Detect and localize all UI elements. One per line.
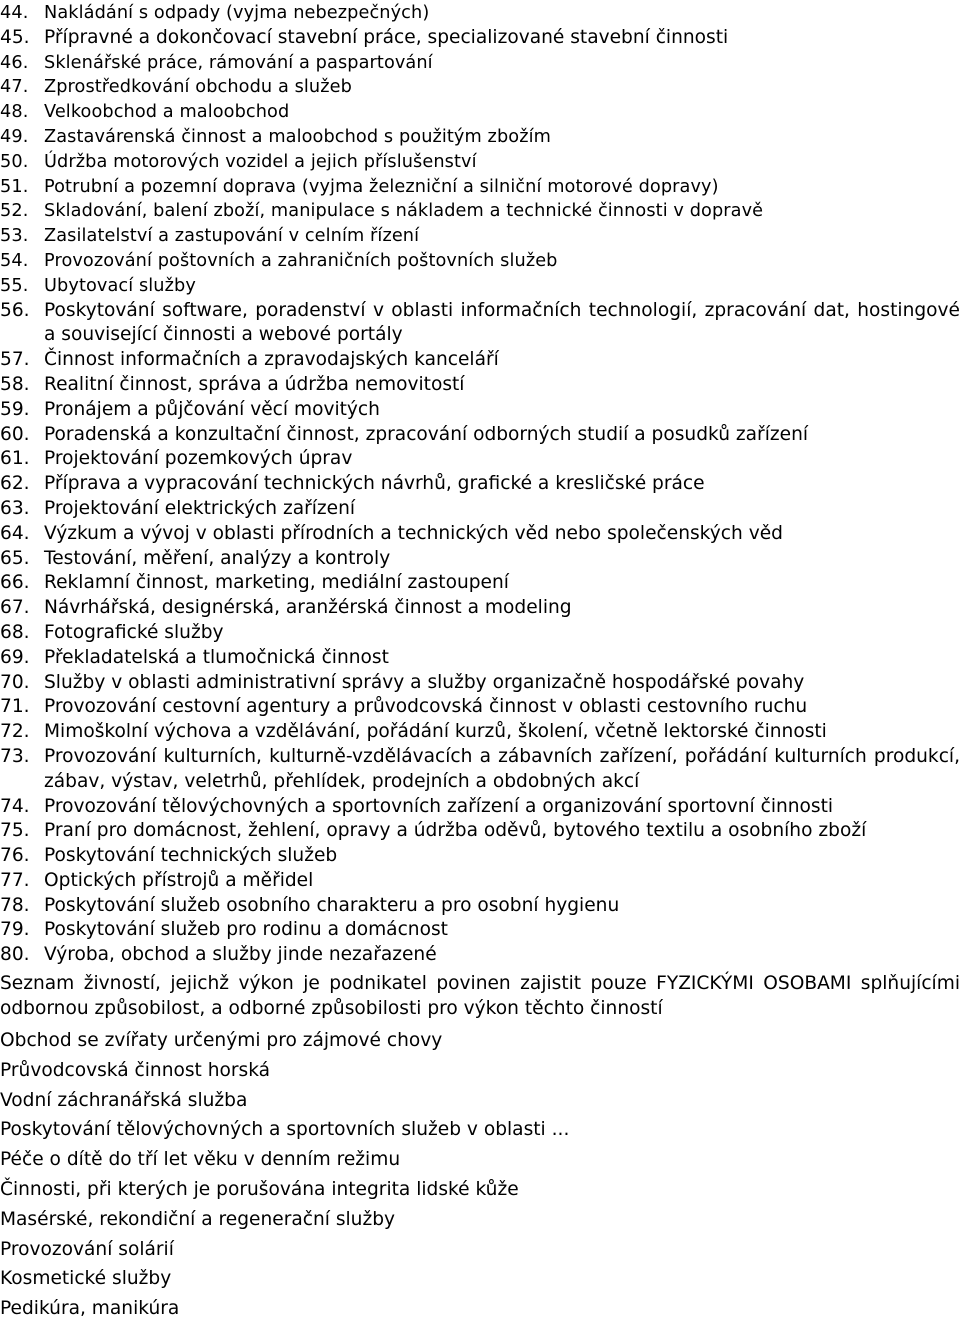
list-item-number: 57. (0, 349, 30, 371)
list-item-number: 67. (0, 597, 30, 619)
list-item-text: Testování, měření, analýzy a kontroly (44, 547, 391, 569)
list-item-text: Příprava a vypracování technických návrhů, grafické a kresličské práce (44, 473, 705, 495)
trade-item: Obchod se zvířaty určenými pro zájmové chovy (0, 1030, 443, 1051)
list-item (0, 274, 960, 299)
list-item-number: 45. (0, 26, 30, 48)
list-item-text: Zprostředkování obchodu a služeb (44, 77, 352, 98)
list-item-number: 49. (0, 126, 29, 147)
list-item-text: Výzkum a vývoj v oblasti přírodních a technických věd nebo společenských věd (44, 522, 783, 544)
list-item-number: 60. (0, 423, 30, 445)
list-item (0, 571, 960, 596)
list-item (0, 75, 960, 100)
list-item-number: 59. (0, 398, 30, 420)
list-item-number: 80. (0, 944, 30, 966)
list-item (0, 596, 960, 621)
list-item-number: 78. (0, 894, 30, 916)
list-item (0, 1, 960, 26)
list-item-number: 71. (0, 696, 30, 718)
list-item-number: 47. (0, 77, 29, 98)
list-item (0, 894, 960, 919)
trade-numbered-list (0, 1, 960, 968)
list-item (0, 447, 960, 472)
list-item (0, 51, 960, 76)
list-item-text: Nakládání s odpady (vyjma nebezpečných) (44, 3, 430, 23)
list-item (0, 646, 960, 671)
list-item (0, 844, 960, 869)
list-item (0, 348, 960, 373)
list-item-number: 72. (0, 721, 30, 743)
list-item-text: Zasilatelství a zastupování v celním řízení (44, 226, 420, 247)
list-item-number: 53. (0, 226, 29, 247)
list-item-number: 73. (0, 745, 30, 767)
list-item (0, 423, 960, 448)
list-item-text: Fotografické služby (44, 621, 224, 643)
list-item-number: 63. (0, 497, 30, 519)
list-item (0, 26, 960, 51)
list-item (0, 621, 960, 646)
list-item (0, 795, 960, 820)
list-item-text: Poskytování software, poradenství v oblasti informačních technologií, zpracování dat, hostingové a související činnosti a webové portály (44, 299, 960, 346)
trade-list-physical-persons (0, 1026, 960, 1324)
list-item (0, 224, 960, 249)
list-item-number: 48. (0, 102, 29, 123)
list-item (0, 125, 960, 150)
list-item (0, 745, 960, 795)
list-item-text: Realitní činnost, správa a údržba nemovitostí (44, 373, 465, 395)
list-item (0, 472, 960, 497)
trade-item: Provozování solárií (0, 1238, 174, 1260)
list-item (0, 671, 960, 696)
list-item-text: Praní pro domácnost, žehlení, opravy a údržba oděvů, bytového textilu a osobního zboží (44, 820, 867, 842)
trade-item: Průvodcovská činnost horská (0, 1059, 271, 1081)
list-item-number: 74. (0, 795, 30, 817)
list-item-text: Přípravné a dokončovací stavební práce, specializované stavební činnosti (44, 26, 729, 48)
trade-item: Poskytování tělovýchovných a sportovních služeb v oblasti ... (0, 1119, 570, 1141)
list-item-text: Velkoobchod a maloobchod (44, 102, 290, 123)
list-item-number: 76. (0, 845, 30, 867)
list-item (0, 819, 960, 844)
list-item (0, 175, 960, 200)
list-item-text: Výroba, obchod a služby jinde nezařazené (44, 944, 437, 966)
trade-item: Péče o dítě do tří let věku v denním režimu (0, 1149, 401, 1171)
list-item-text: Provozování cestovní agentury a průvodcovská činnost v oblasti cestovního ruchu (44, 696, 808, 718)
list-item-text: Optických přístrojů a měřidel (44, 869, 314, 891)
list-item-number: 51. (0, 176, 29, 197)
trade-item: Pedikúra, manikúra (0, 1298, 180, 1320)
list-item-number: 61. (0, 448, 30, 470)
trade-item: Činnosti, při kterých je porušována integrita lidské kůže (0, 1178, 519, 1200)
trade-item: Kosmetické služby (0, 1268, 172, 1290)
list-item-number: 79. (0, 919, 30, 941)
trade-item: Vodní záchranářská služba (0, 1089, 248, 1111)
list-item-number: 56. (0, 299, 30, 321)
list-item-text: Návrhářská, designérská, aranžérská činnost a modeling (44, 597, 572, 619)
list-item (0, 869, 960, 894)
list-item-number: 66. (0, 572, 30, 594)
list-item-number: 52. (0, 201, 29, 222)
list-item-number: 64. (0, 522, 30, 544)
list-item-text: Sklenářské práce, rámování a paspartování (44, 52, 433, 73)
list-item-text: Překladatelská a tlumočnická činnost (44, 646, 389, 668)
list-item-text: Mimoškolní výchova a vzdělávání, pořádání kurzů, školení, včetně lektorské činnosti (44, 721, 827, 743)
list-item-text: Poskytování služeb pro rodinu a domácnost (44, 919, 448, 941)
list-item (0, 373, 960, 398)
list-item-number: 68. (0, 621, 30, 643)
list-item (0, 695, 960, 720)
list-item-number: 62. (0, 473, 30, 495)
list-item-text: Skladování, balení zboží, manipulace s nákladem a technické činnosti v dopravě (44, 201, 764, 222)
list-item-number: 55. (0, 275, 29, 296)
list-item-text: Projektování elektrických zařízení (44, 497, 356, 519)
list-item-text: Projektování pozemkových úprav (44, 448, 353, 470)
trade-item: Masérské, rekondiční a regenerační služby (0, 1208, 396, 1230)
list-item-text: Zastavárenská činnost a maloobchod s použitým zbožím (44, 126, 551, 147)
section-intro: Seznam živností, jejichž výkon je podnikatel povinen zajistit pouze FYZICKÝMI OSOBAMI splňujícími odbornou způsobilost, a odborné způsobilosti pro výkon těchto činností (0, 973, 960, 1019)
list-item-number: 50. (0, 151, 29, 172)
list-item-number: 65. (0, 547, 30, 569)
list-item-text: Poskytování služeb osobního charakteru a pro osobní hygienu (44, 894, 620, 916)
list-item-text: Ubytovací služby (44, 275, 196, 296)
list-item-number: 44. (0, 3, 29, 23)
list-item-number: 54. (0, 250, 29, 271)
list-item-text: Činnost informačních a zpravodajských kanceláří (44, 349, 499, 371)
list-item-text: Provozování kulturních, kulturně-vzdělávacích a zábavních zařízení, pořádání kulturních produkcí, zábav, výstav, veletrhů, přehlídek, prodejních a obdobných akcí (44, 745, 960, 792)
list-item-text: Provozování poštovních a zahraničních poštovních služeb (44, 250, 558, 271)
list-item-text: Pronájem a půjčování věcí movitých (44, 398, 380, 420)
list-item-text: Poradenská a konzultační činnost, zpracování odborných studií a posudků zařízení (44, 423, 809, 445)
list-item-number: 77. (0, 869, 30, 891)
list-item (0, 918, 960, 943)
list-item-text: Reklamní činnost, marketing, mediální zastoupení (44, 572, 509, 594)
list-item-text: Služby v oblasti administrativní správy a služby organizačně hospodářské povahy (44, 671, 805, 693)
list-item (0, 100, 960, 125)
list-item-number: 69. (0, 646, 30, 668)
list-item (0, 398, 960, 423)
list-item (0, 249, 960, 274)
list-item (0, 199, 960, 224)
list-item (0, 943, 960, 968)
list-item (0, 720, 960, 745)
list-item-number: 46. (0, 52, 29, 73)
list-item-text: Údržba motorových vozidel a jejich příslušenství (44, 151, 477, 172)
list-item-number: 75. (0, 820, 30, 842)
list-item-text: Provozování tělovýchovných a sportovních zařízení a organizování sportovní činnosti (44, 795, 834, 817)
list-item-number: 70. (0, 671, 30, 693)
list-item (0, 497, 960, 522)
list-item-text: Poskytování technických služeb (44, 845, 338, 867)
list-item-number: 58. (0, 373, 30, 395)
list-item (0, 150, 960, 175)
list-item (0, 522, 960, 547)
list-item-text: Potrubní a pozemní doprava (vyjma železniční a silniční motorové dopravy) (44, 176, 719, 197)
list-item (0, 547, 960, 572)
list-item (0, 299, 960, 349)
